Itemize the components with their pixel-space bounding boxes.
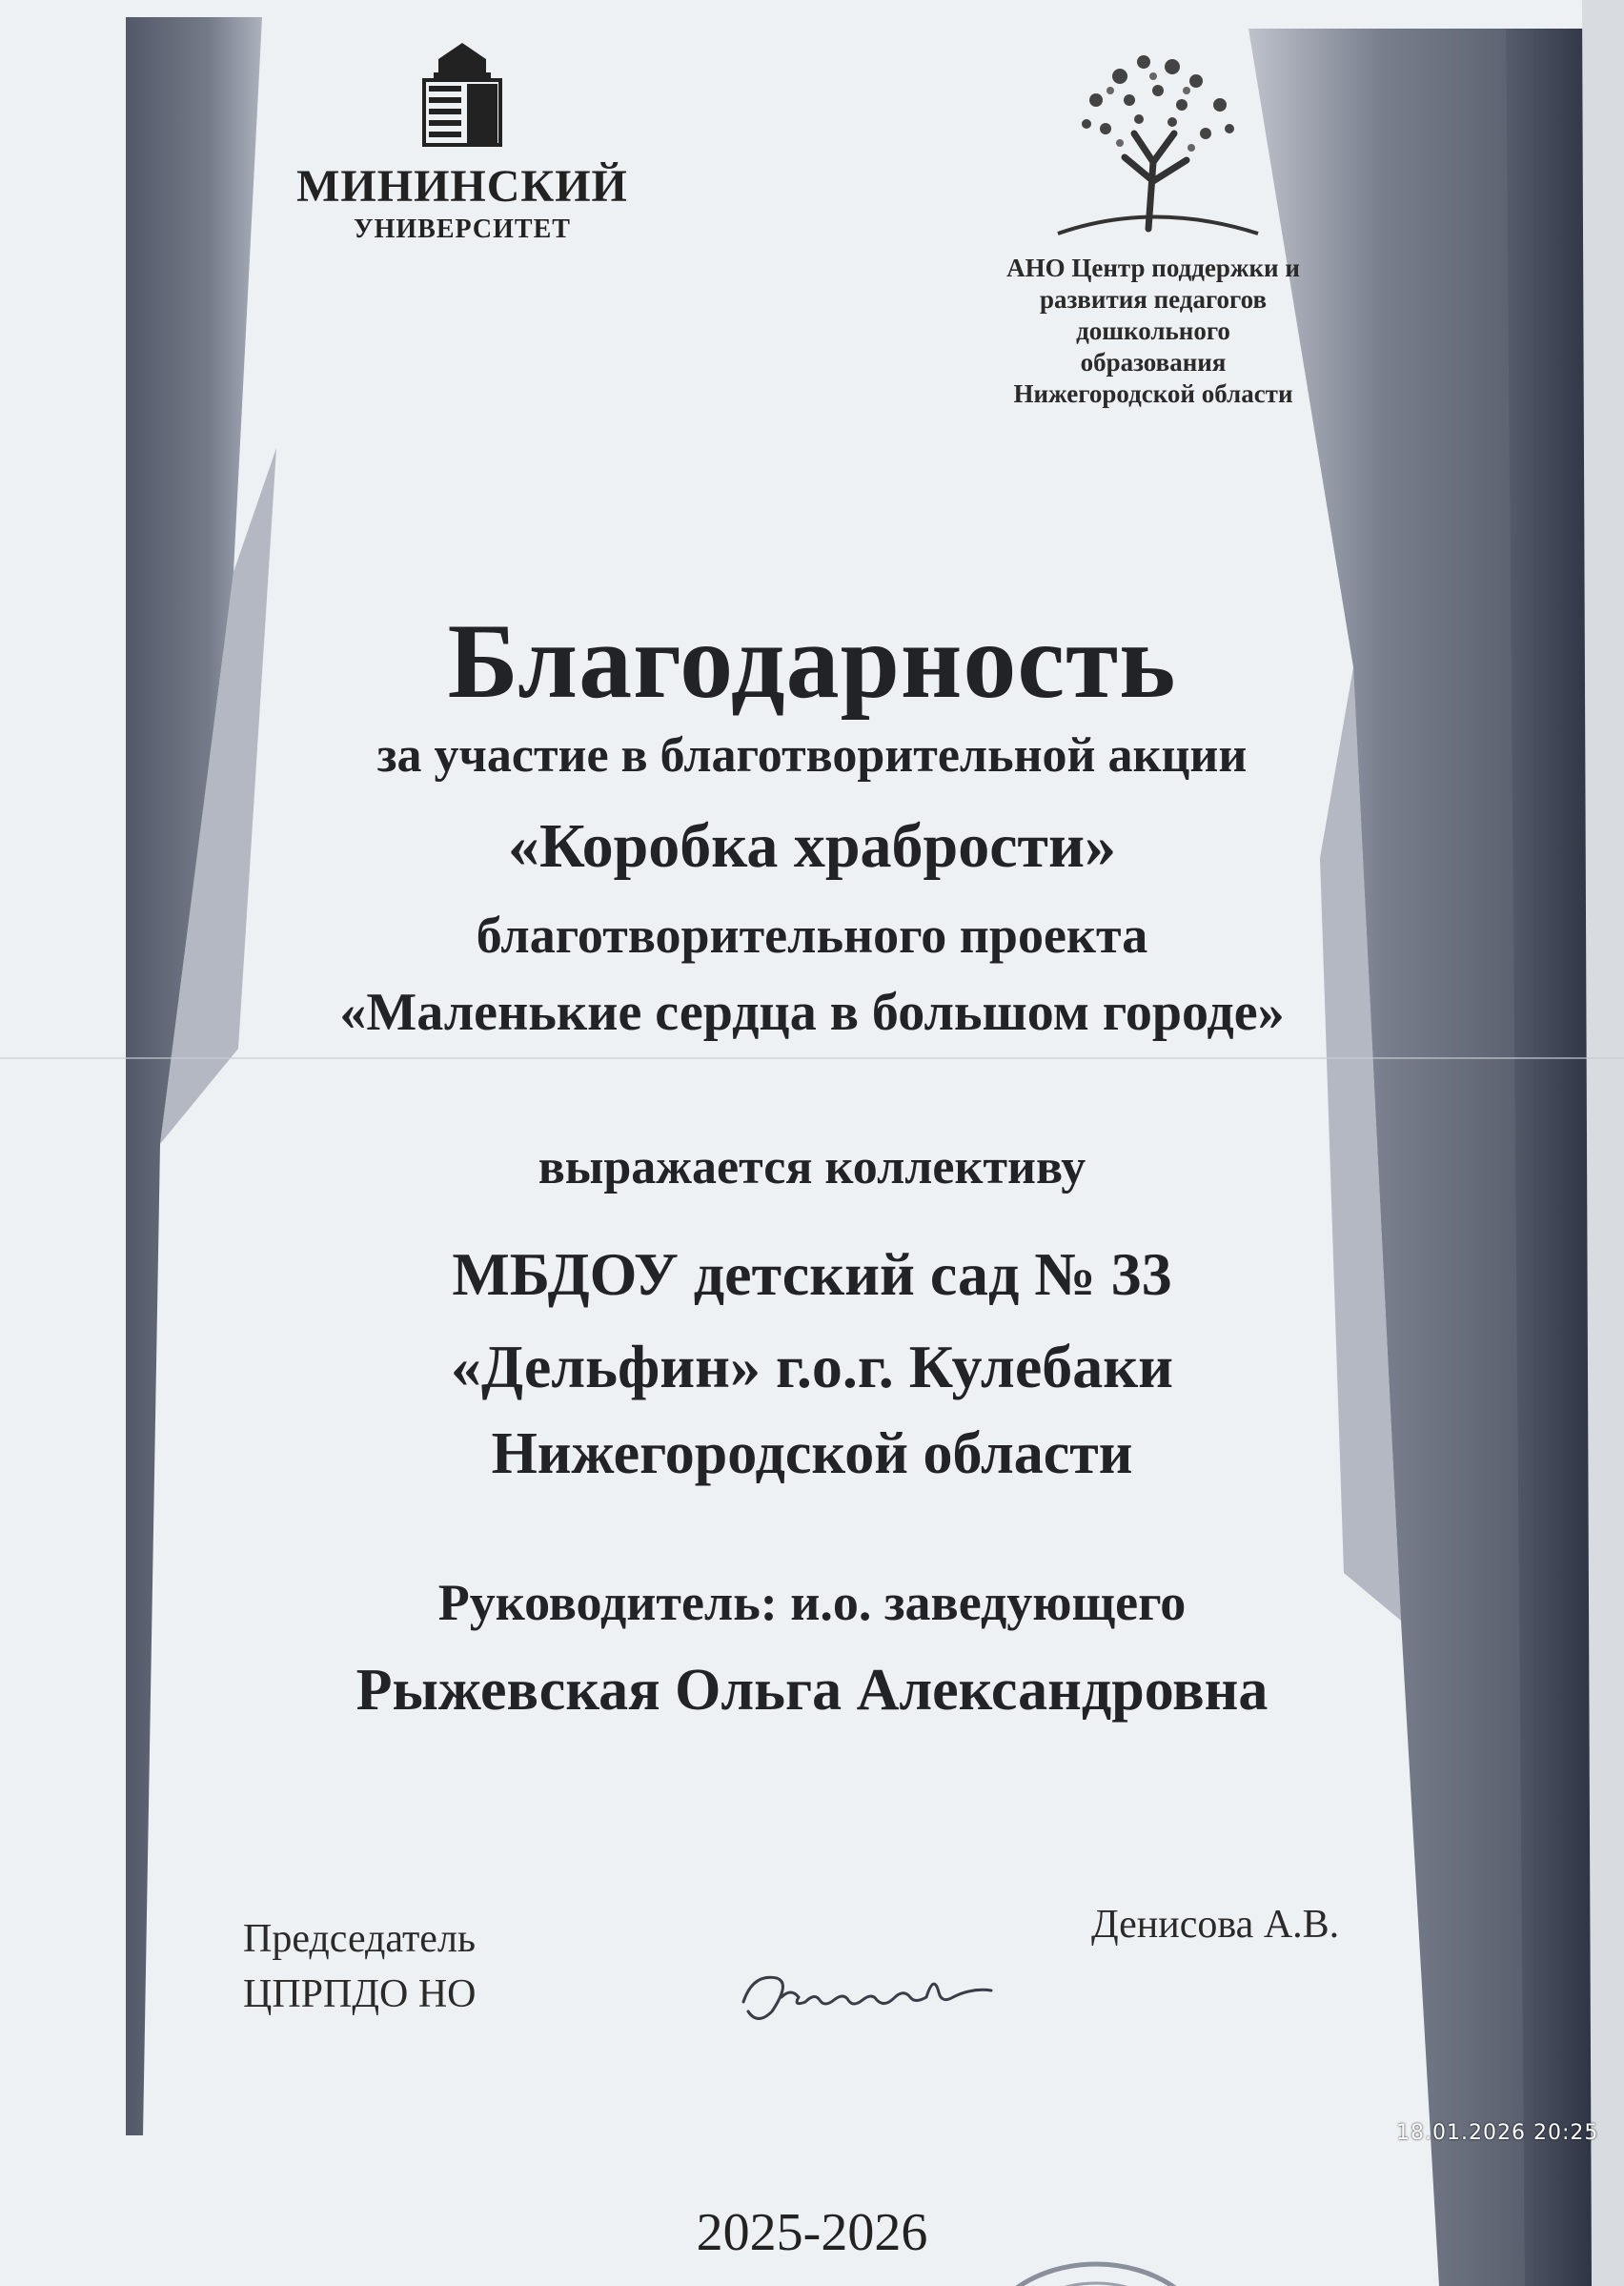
recipient-line-2: «Дельфин» г.о.г. Кулебаки xyxy=(451,1333,1173,1400)
recipient-line-3: Нижегородской области xyxy=(491,1421,1133,1486)
head-name: Рыжевская Ольга Александровна xyxy=(355,1658,1269,1723)
recipient-line-1: МБДОУ детский сад № 33 xyxy=(452,1240,1172,1308)
photo-timestamp: 18.01.2026 20:25 xyxy=(1396,2121,1599,2145)
project-name: «Маленькие сердца в большом городе» xyxy=(339,983,1285,1042)
academic-year: 2025-2026 xyxy=(696,2203,928,2262)
tree-of-hands-icon xyxy=(953,38,1353,238)
project-label: благотворительного проекта xyxy=(476,907,1148,964)
head-title: Руководитель: и.о. заведующего xyxy=(437,1574,1187,1631)
ano-line: АНО Центр поддержки и xyxy=(1006,254,1300,282)
action-name: «Коробка храбрости» xyxy=(508,811,1116,881)
signer-role-line: ЦПРПДО НО xyxy=(243,1972,477,2016)
ano-line: развития педагогов xyxy=(1039,285,1268,314)
signer-role xyxy=(243,1911,477,2022)
mininsky-subtitle: УНИВЕРСИТЕТ xyxy=(354,214,571,244)
ano-line: дошкольного xyxy=(1076,316,1230,345)
stamp-partial xyxy=(972,2245,1220,2286)
participation-line: за участие в благотворительной акции xyxy=(376,728,1248,783)
ano-center-name xyxy=(953,253,1353,410)
tower-icon xyxy=(286,38,639,153)
handwritten-signature xyxy=(724,1945,1010,2040)
signer-name: Денисова А.В. xyxy=(1091,1903,1340,1947)
ano-line: образования xyxy=(1080,348,1227,377)
ano-line: Нижегородской области xyxy=(1013,379,1293,408)
mininsky-university-logo xyxy=(286,38,639,257)
ano-center-logo xyxy=(953,38,1353,419)
mininsky-name: МИНИНСКИЙ xyxy=(296,161,628,212)
certificate-title: Благодарность xyxy=(447,602,1177,721)
expressed-to-line: выражается коллективу xyxy=(538,1140,1086,1194)
signer-role-line: Председатель xyxy=(243,1917,477,1961)
